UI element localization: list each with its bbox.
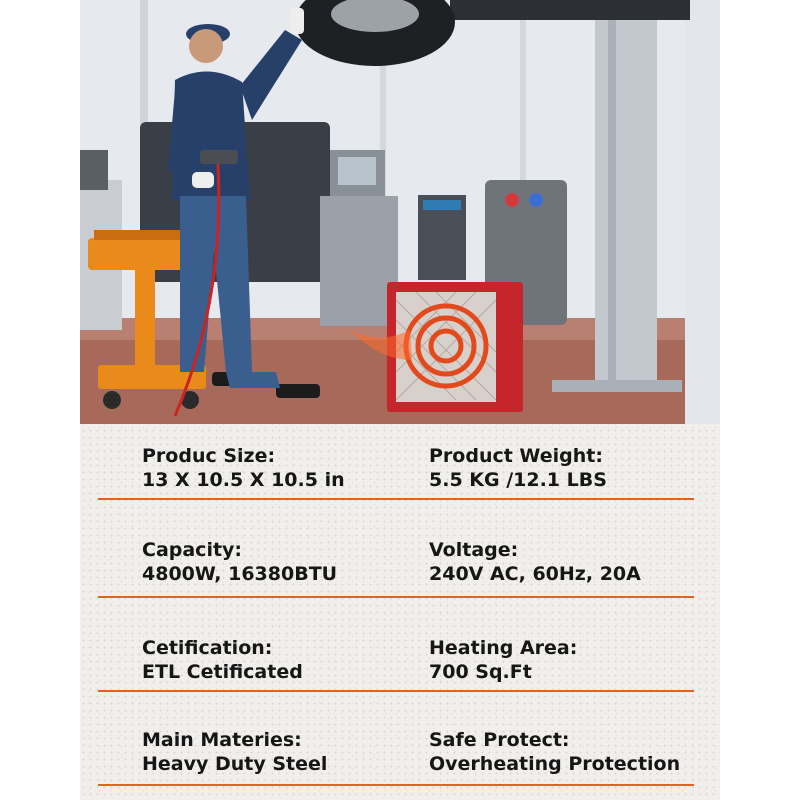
spec-item-material — [142, 728, 327, 776]
spec-label: Product Weight: — [429, 445, 603, 467]
spec-item-capacity — [142, 538, 337, 586]
spec-value: Overheating Protection — [429, 753, 681, 775]
spec-label: Capacity: — [142, 539, 243, 561]
spec-label: Main Materies: — [142, 729, 302, 751]
spec-item-safety — [429, 728, 680, 776]
spec-value: 5.5 KG /12.1 LBS — [429, 469, 607, 491]
spec-item-size — [142, 444, 345, 492]
workshop-photo — [80, 0, 720, 424]
spec-label: Voltage: — [429, 539, 519, 561]
row-divider — [98, 498, 694, 500]
row-divider — [98, 596, 694, 598]
spec-value: 700 Sq.Ft — [429, 661, 532, 683]
spec-value: 13 X 10.5 X 10.5 in — [142, 469, 345, 491]
spec-item-certification — [142, 636, 303, 684]
spec-table — [80, 424, 720, 800]
spec-label: Safe Protect: — [429, 729, 570, 751]
spec-label: Produc Size: — [142, 445, 276, 467]
spec-item-heating-area — [429, 636, 577, 684]
product-card — [80, 0, 720, 800]
row-divider — [98, 784, 694, 786]
spec-value: 240V AC, 60Hz, 20A — [429, 563, 641, 585]
spec-item-voltage — [429, 538, 641, 586]
spec-value: 4800W, 16380BTU — [142, 563, 338, 585]
spec-label: Cetification: — [142, 637, 273, 659]
spec-value: Heavy Duty Steel — [142, 753, 328, 775]
spec-label: Heating Area: — [429, 637, 578, 659]
row-divider — [98, 690, 694, 692]
workshop-scene-illustration — [80, 0, 720, 424]
spec-value: ETL Cetificated — [142, 661, 303, 683]
spec-item-weight — [429, 444, 607, 492]
